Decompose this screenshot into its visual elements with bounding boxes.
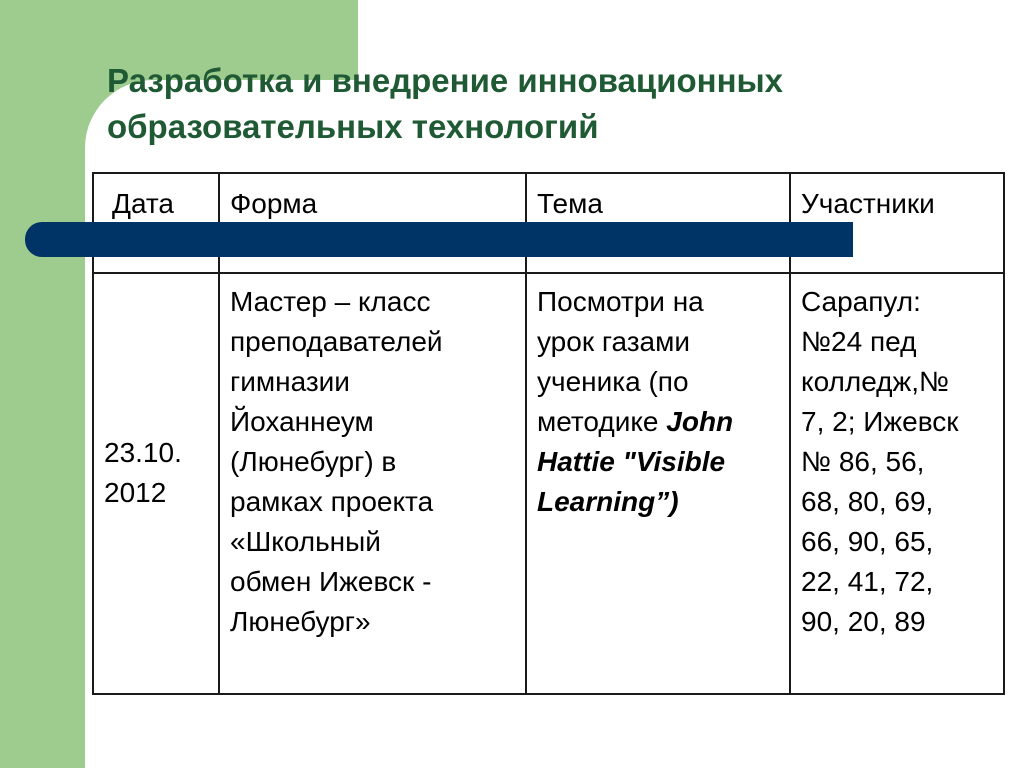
cell-form <box>219 273 526 694</box>
cell-date <box>93 273 219 694</box>
form-line: обмен Ижевск - <box>230 566 432 597</box>
header-topic: Тема <box>526 173 790 273</box>
header-participants: Участники <box>790 173 1004 273</box>
participants-line: 90, 20, 89 <box>801 606 926 637</box>
form-line: гимназии <box>230 366 350 397</box>
participants-line: 66, 90, 65, <box>801 526 934 557</box>
form-line: Люнебург» <box>230 606 371 637</box>
date-line: 2012 <box>104 476 167 508</box>
topic-emphasis-line: Learning”) <box>537 486 679 517</box>
topic-line: Посмотри на <box>537 286 704 317</box>
form-line: рамках проекта <box>230 486 434 517</box>
date-line: 23.10. <box>104 436 182 468</box>
form-line: Мастер – класс <box>230 286 431 317</box>
topic-line: урок газами <box>537 326 691 357</box>
header-date: Дата <box>93 173 219 273</box>
participants-line: 7, 2; Ижевск <box>801 406 959 437</box>
participants-line: Сарапул: <box>801 286 921 317</box>
title-line-1: Разработка и внедрение инновационных <box>107 62 784 99</box>
form-line: (Люнебург) в <box>230 446 397 477</box>
form-line: преподавателей <box>230 326 443 357</box>
participants-line: № 86, 56, <box>801 446 925 477</box>
participants-line: 68, 80, 69, <box>801 486 934 517</box>
title-line-2: образовательных технологий <box>107 108 599 145</box>
participants-line: колледж,№ <box>801 366 950 397</box>
decorative-blue-bar <box>25 222 853 257</box>
slide-title <box>107 58 987 150</box>
table-row <box>93 273 1004 694</box>
header-form: Форма <box>219 173 526 273</box>
participants-line: 22, 41, 72, <box>801 566 934 597</box>
topic-line: ученика (по <box>537 366 689 397</box>
topic-emphasis-line: Hattie "Visible <box>537 446 726 477</box>
topic-emphasis-text: John <box>666 406 734 437</box>
topic-line <box>537 402 781 442</box>
form-line: «Школьный <box>230 526 381 557</box>
cell-participants <box>790 273 1004 694</box>
cell-topic <box>526 273 790 694</box>
participants-line: №24 пед <box>801 326 917 357</box>
form-line: Йоханнеум <box>230 406 374 437</box>
topic-plain-text: методике <box>537 406 667 437</box>
